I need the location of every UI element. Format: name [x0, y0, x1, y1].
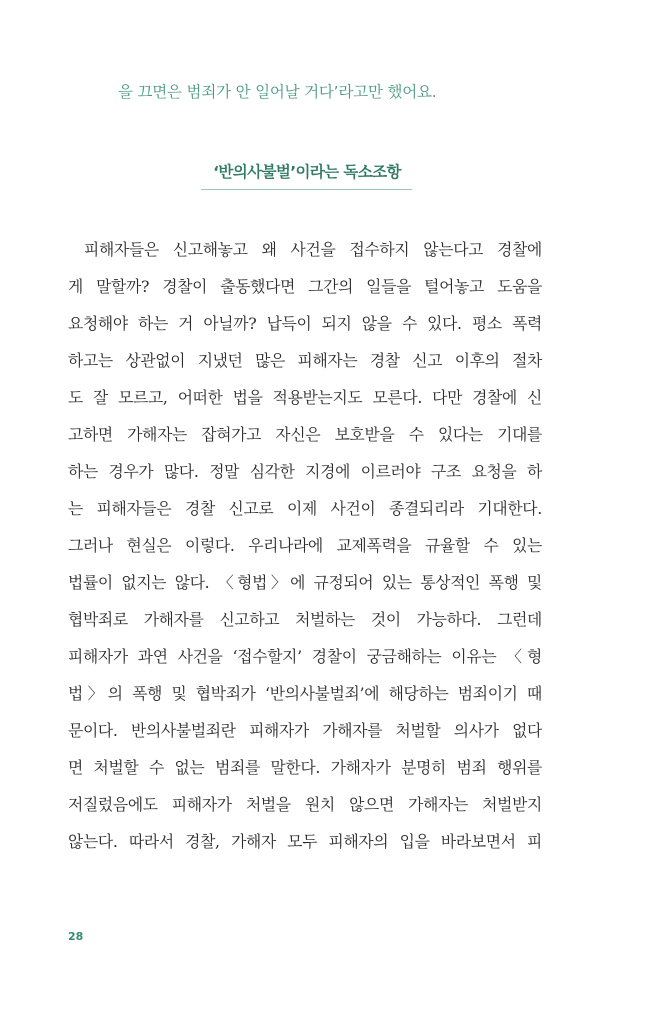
body-paragraph: [68, 231, 542, 860]
body-line: 피해자가 과연 사건을 ‘접수할지’ 경찰이 궁금해하는 이유는 〈형: [68, 647, 542, 666]
body-line: 그러나 현실은 이렇다. 우리나라에 교제폭력을 규율할 수 있는: [68, 536, 542, 555]
body-line: 하는 경우가 많다. 정말 심각한 지경에 이르러야 구조 요청을 하: [68, 462, 542, 481]
body-line: 고하면 가해자는 잡혀가고 자신은 보호받을 수 있다는 기대를: [68, 425, 542, 444]
section-heading: ‘반의사불벌’이라는 독소조항: [213, 163, 401, 181]
quote-continuation: 을 끄면은 범죄가 안 일어날 거다’라고만 했어요.: [118, 83, 437, 101]
body-line: 않는다. 따라서 경찰, 가해자 모두 피해자의 입을 바라보면서 피: [68, 832, 542, 851]
body-line: 는 피해자들은 경찰 신고로 이제 사건이 종결되리라 기대한다.: [68, 499, 542, 518]
heading-underline-divider: [201, 189, 412, 190]
body-line: 도 잘 모르고, 어떠한 법을 적용받는지도 모른다. 다만 경찰에 신: [68, 388, 542, 407]
body-line: 저질렀음에도 피해자가 처벌을 원치 않으면 가해자는 처벌받지: [68, 795, 542, 814]
page-number: 28: [68, 930, 84, 943]
body-line: 문이다. 반의사불벌죄란 피해자가 가해자를 처벌할 의사가 없다: [68, 721, 542, 740]
body-line: 면 처벌할 수 없는 범죄를 말한다. 가해자가 분명히 범죄 행위를: [68, 758, 542, 777]
body-line: 요청해야 하는 거 아닐까? 납득이 되지 않을 수 있다. 평소 폭력: [68, 314, 542, 333]
body-line: 피해자들은 신고해놓고 왜 사건을 접수하지 않는다고 경찰에: [84, 240, 542, 259]
body-line: 게 말할까? 경찰이 출동했다면 그간의 일들을 털어놓고 도움을: [68, 277, 542, 296]
body-line: 하고는 상관없이 지냈던 많은 피해자는 경찰 신고 이후의 절차: [68, 351, 542, 370]
body-line: 법률이 없지는 않다. 〈형법〉에 규정되어 있는 통상적인 폭행 및: [68, 573, 542, 592]
body-line: 법〉의 폭행 및 협박죄가 ‘반의사불벌죄’에 해당하는 범죄이기 때: [68, 684, 542, 703]
body-line: 협박죄로 가해자를 신고하고 처벌하는 것이 가능하다. 그런데: [68, 610, 542, 629]
